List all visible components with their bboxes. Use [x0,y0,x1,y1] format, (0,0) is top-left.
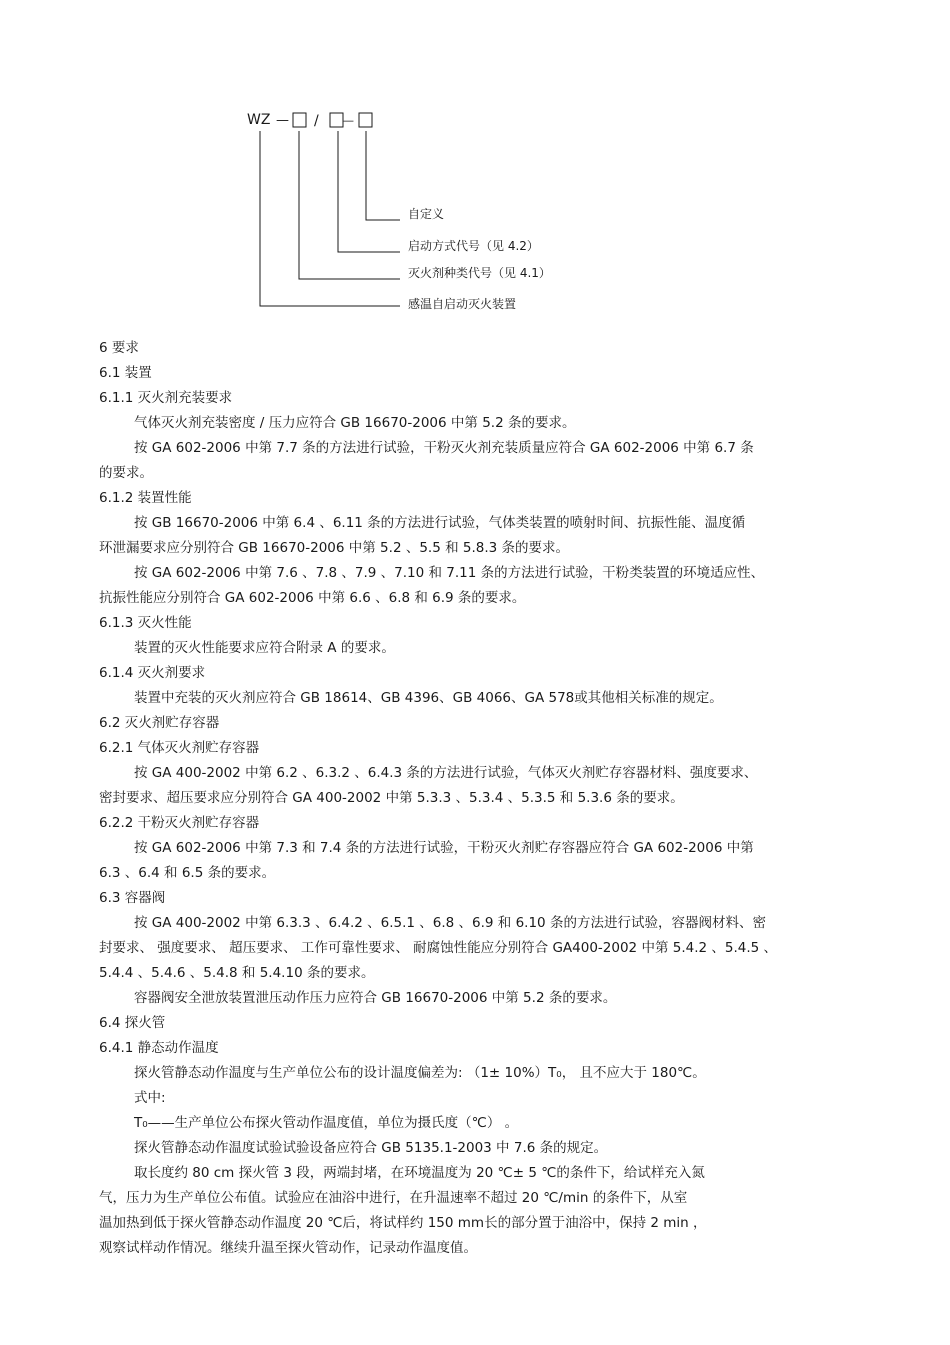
paragraph-line: 气体灭火剂充装密度 / 压力应符合 GB 16670-2006 中第 5.2 条的要求。 [134,415,576,431]
paragraph-line: 取长度约 80 cm 探火管 3 段，两端封堵，在环境温度为 20 ℃± 5 ℃的条件下，给试样充入氮 [134,1165,705,1181]
section-heading-6-3: 6.3 容器阀 [99,890,166,906]
paragraph-line: 抗振性能应分别符合 GA 602-2006 中第 6.6 、6.8 和 6.9 条的要求。 [99,590,526,606]
section-heading-6-1-4: 6.1.4 灭火剂要求 [99,665,206,681]
paragraph-line: 按 GA 602-2006 中第 7.7 条的方法进行试验，干粉灭火剂充装质量应符合 GA 602-2006 中第 6.7 条 [134,440,754,456]
leader-line-agent-type [299,131,400,279]
diagram-label-agent-type: 灭火剂种类代号（见 4.1） [408,266,551,280]
paragraph-line: 装置的灭火性能要求应符合附录 A 的要求。 [134,640,395,656]
section-heading-6-2-1: 6.2.1 气体灭火剂贮存容器 [99,740,260,756]
paragraph-line: 密封要求、超压要求应分别符合 GA 400-2002 中第 5.3.3 、5.3.4 、5.3.5 和 5.3.6 条的要求。 [99,790,684,806]
model-code-diagram [0,0,950,330]
paragraph-line: 按 GA 400-2002 中第 6.3.3 、6.4.2 、6.5.1 、6.8 、6.9 和 6.10 条的方法进行试验，容器阀材料、密 [134,915,766,931]
section-heading-6-4-1: 6.4.1 静态动作温度 [99,1040,219,1056]
diagram-box-1 [293,113,306,127]
section-heading-6-1-3: 6.1.3 灭火性能 [99,615,192,631]
paragraph-line: 封要求、 强度要求、 超压要求、 工作可靠性要求、 耐腐蚀性能应分别符合 GA400-2002 中第 5.4.2 、5.4.5 、 [99,940,778,956]
paragraph-line: 探火管静态动作温度试验试验设备应符合 GB 5135.1-2003 中 7.6 条的规定。 [134,1140,608,1156]
paragraph-line: 按 GA 400-2002 中第 6.2 、6.3.2 、6.4.3 条的方法进行试验，气体灭火剂贮存容器材料、强度要求、 [134,765,758,781]
paragraph-line: 容器阀安全泄放装置泄压动作压力应符合 GB 16670-2006 中第 5.2 条的要求。 [134,990,617,1006]
diagram-label-start-mode: 启动方式代号（见 4.2） [408,239,539,253]
paragraph-line: 5.4.4 、5.4.6 、5.4.8 和 5.4.10 条的要求。 [99,965,375,981]
diagram-box-3 [359,113,372,127]
diagram-dash-1: — [276,113,289,128]
paragraph-line: 按 GA 602-2006 中第 7.6 、7.8 、7.9 、7.10 和 7.11 条的方法进行试验，干粉类装置的环境适应性、 [134,565,765,581]
paragraph-line: 按 GA 602-2006 中第 7.3 和 7.4 条的方法进行试验，干粉灭火剂贮存容器应符合 GA 602-2006 中第 [134,840,754,856]
paragraph-line: 6.3 、6.4 和 6.5 条的要求。 [99,865,276,881]
section-heading-6-1-2: 6.1.2 装置性能 [99,490,192,506]
paragraph-line: 按 GB 16670-2006 中第 6.4 、6.11 条的方法进行试验，气体类装置的喷射时间、抗振性能、温度循 [134,515,746,531]
paragraph-line: 温加热到低于探火管静态动作温度 20 ℃后，将试样约 150 mm长的部分置于油浴中，保持 2 min ， [99,1215,707,1231]
paragraph-line: 式中: [134,1090,166,1106]
leader-line-start-mode [338,131,400,252]
paragraph-line: 探火管静态动作温度与生产单位公布的设计温度偏差为: （1± 10%）T₀， 且不应大于 180℃。 [134,1065,706,1081]
diagram-label-custom: 自定义 [408,207,445,221]
paragraph-line: 环泄漏要求应分别符合 GB 16670-2006 中第 5.2 、5.5 和 5.8.3 条的要求。 [99,540,570,556]
section-heading-6-4: 6.4 探火管 [99,1015,166,1031]
paragraph-line: 观察试样动作情况。继续升温至探火管动作，记录动作温度值。 [99,1240,477,1256]
section-heading-6-1-1: 6.1.1 灭火剂充装要求 [99,390,233,406]
paragraph-line: T₀——生产单位公布探火管动作温度值，单位为摄氏度（℃） 。 [134,1115,519,1131]
leader-line-device [260,131,400,306]
diagram-dash-2: — [343,114,354,127]
section-heading-6: 6 要求 [99,340,139,356]
leader-line-custom [366,131,400,220]
diagram-code-prefix: WZ [247,112,271,128]
paragraph-line: 气，压力为生产单位公布值。试验应在油浴中进行，在升温速率不超过 20 ℃/min 的条件下，从室 [99,1190,688,1206]
section-heading-6-2: 6.2 灭火剂贮存容器 [99,715,220,731]
paragraph-line: 的要求。 [99,465,153,481]
section-heading-6-1: 6.1 装置 [99,365,152,381]
diagram-label-device: 感温自启动灭火装置 [408,297,517,311]
diagram-slash: / [314,113,319,129]
paragraph-line: 装置中充装的灭火剂应符合 GB 18614、GB 4396、GB 4066、GA 578或其他相关标准的规定。 [134,690,723,706]
diagram-box-2 [330,113,343,127]
section-heading-6-2-2: 6.2.2 干粉灭火剂贮存容器 [99,815,260,831]
